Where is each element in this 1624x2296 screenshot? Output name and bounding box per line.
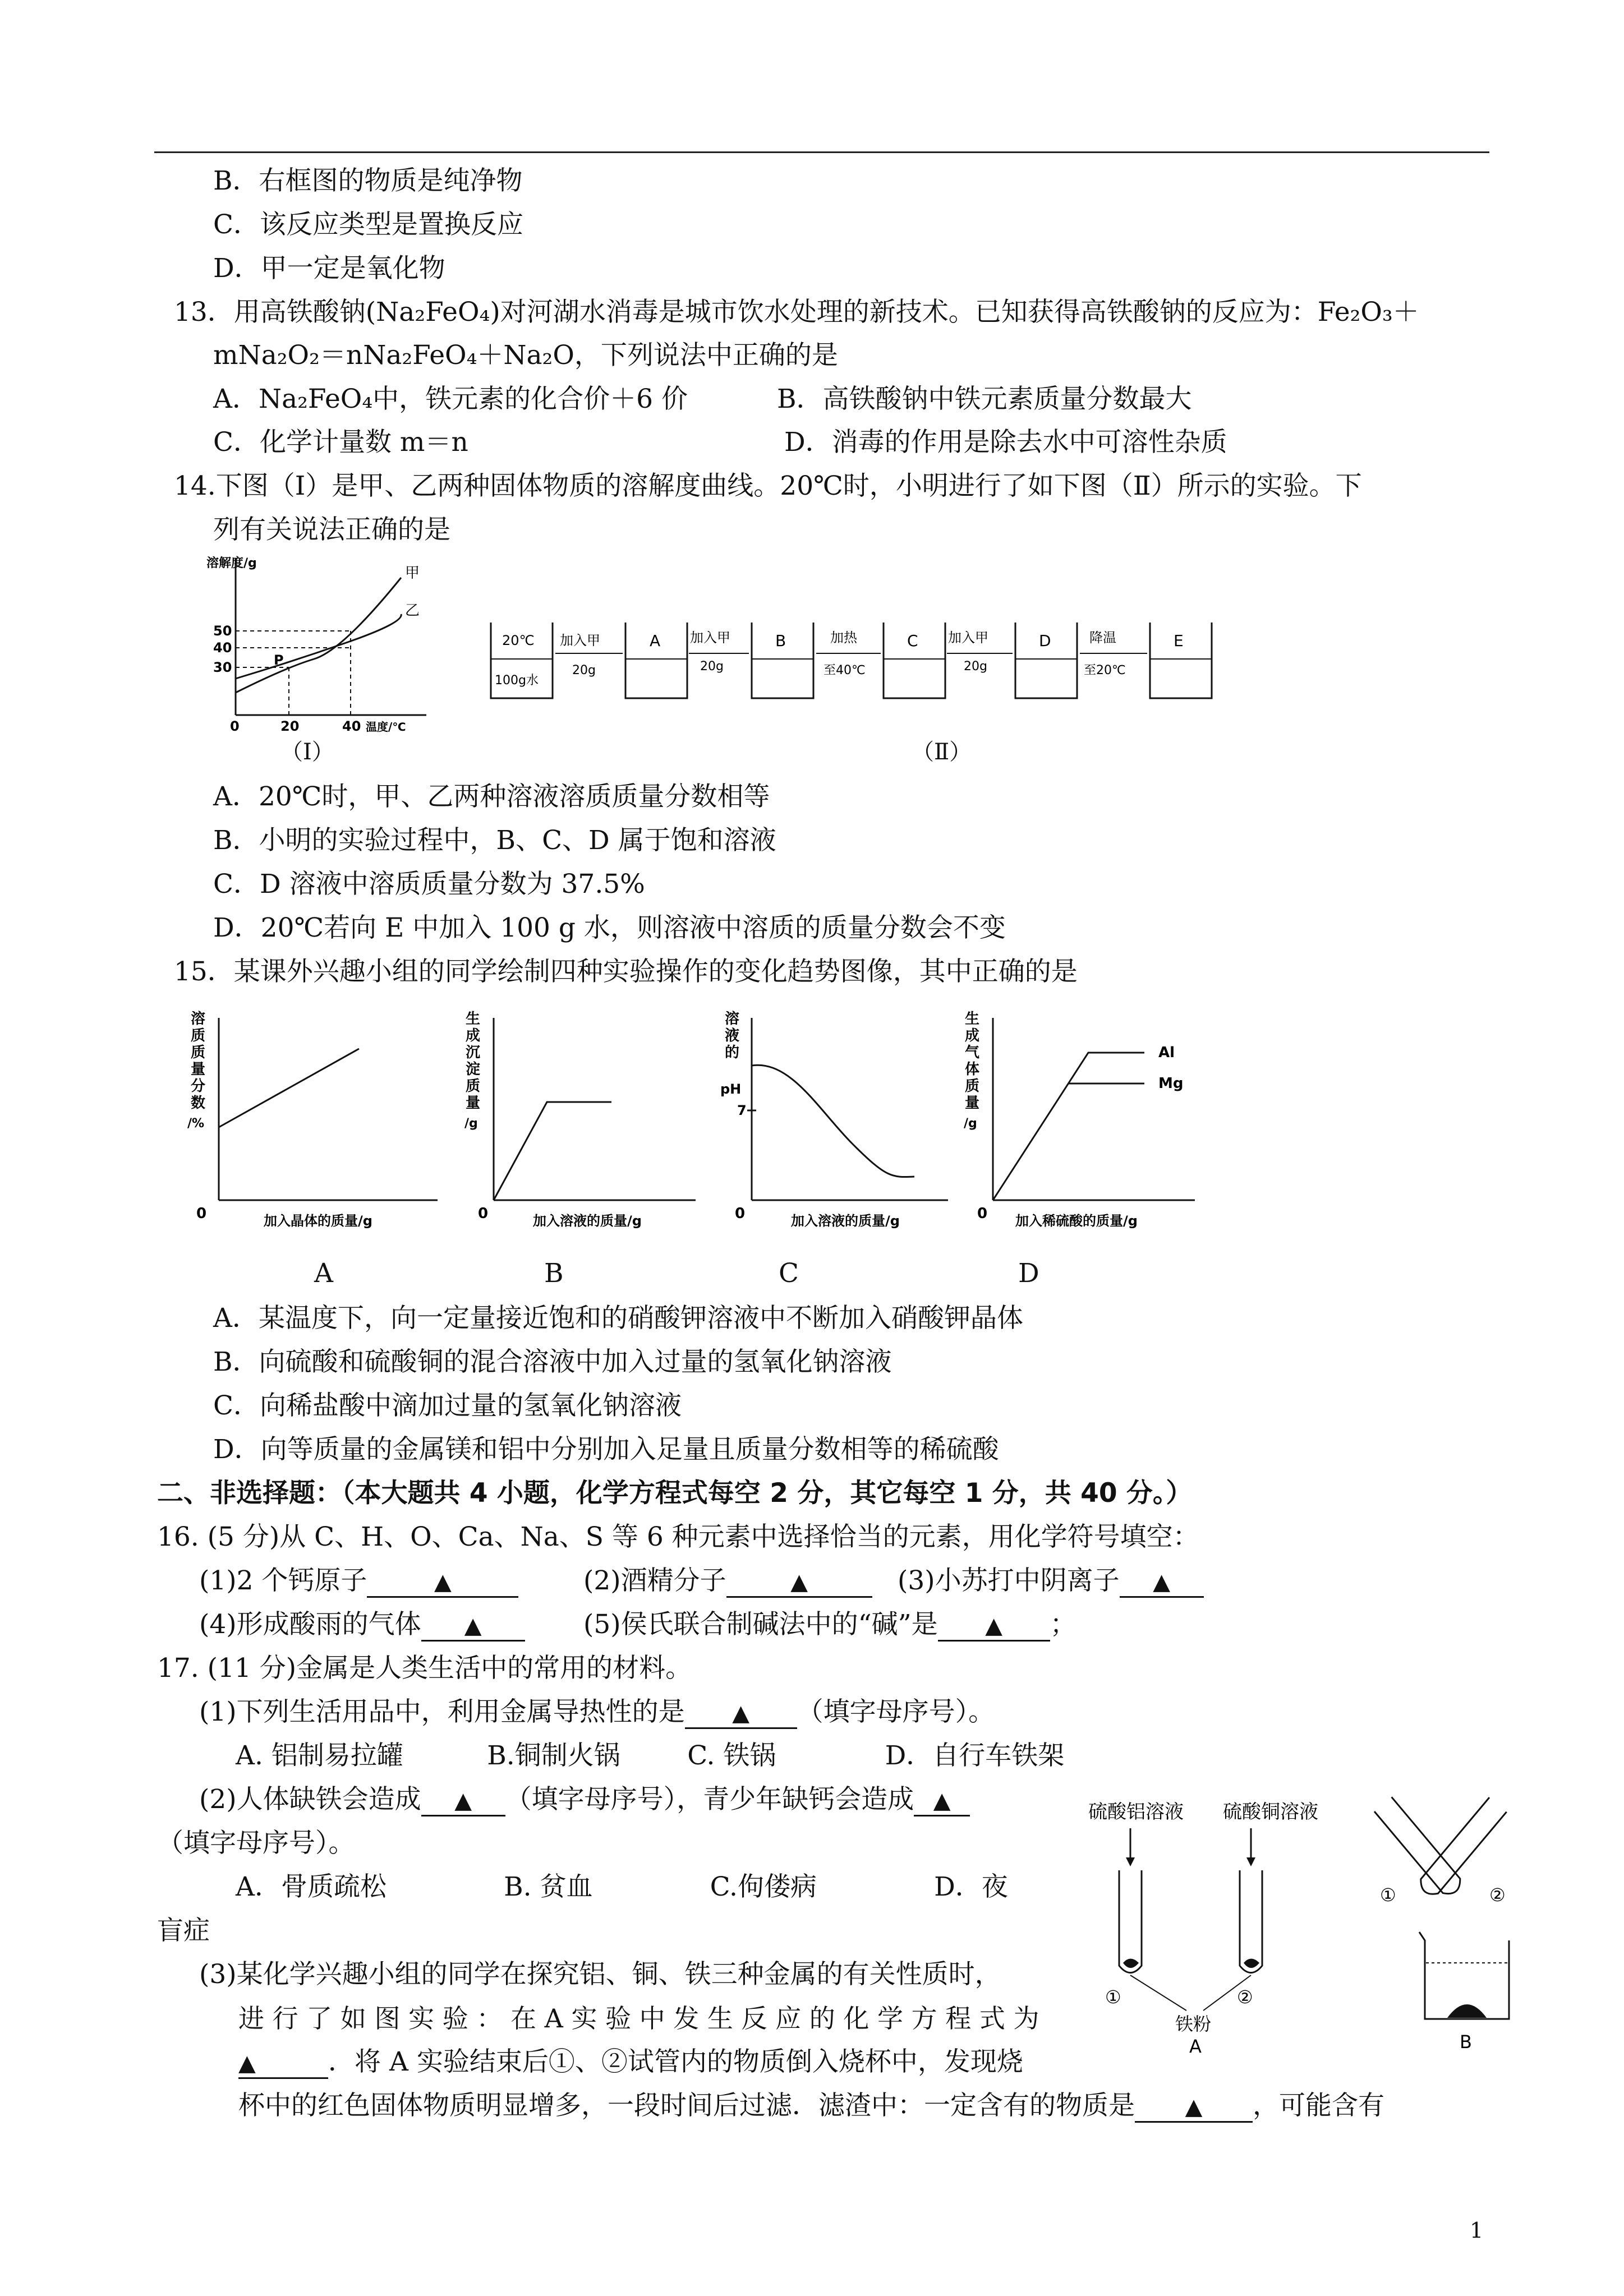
graph-c-ylabel-2: 液 bbox=[725, 1027, 740, 1044]
tube-a-number-1: ① bbox=[1105, 1986, 1121, 2008]
step5-condition: 至20℃ bbox=[1084, 663, 1126, 677]
x-tick-20: 20 bbox=[280, 718, 300, 734]
q17-blank-1[interactable]: ▲ bbox=[685, 1698, 797, 1729]
figure-a-label: A bbox=[1189, 2036, 1202, 2057]
q17-part2-options-wrap: 盲症 bbox=[157, 1915, 210, 1946]
q17-part2-options: A．骨质疏松 B. 贫血 C.佝偻病 D．夜 bbox=[236, 1871, 1008, 1902]
graph-a bbox=[180, 1009, 460, 1234]
q17-part1: (1)下列生活用品中，利用金属导热性的是 ▲ （填字母序号）。 bbox=[199, 1695, 995, 1730]
y-tick-50: 50 bbox=[213, 623, 232, 639]
graph-c-origin: 0 bbox=[735, 1205, 746, 1222]
q14-option-b: B．小明的实验过程中，B、C、D 属于饱和溶液 bbox=[213, 825, 776, 856]
graph-c-tick7-label: 7 bbox=[737, 1103, 747, 1118]
pour-tube-2 bbox=[1416, 1797, 1507, 1899]
graph-c-ylabel-4: pH bbox=[720, 1081, 742, 1097]
graph-b-origin: 0 bbox=[478, 1205, 489, 1222]
x-tick-0: 0 bbox=[230, 718, 240, 734]
graph-d-ylabel-7: /g bbox=[964, 1117, 977, 1131]
graph-b-ylabel-4: 淀 bbox=[466, 1061, 481, 1078]
step3-condition: 至40℃ bbox=[823, 663, 866, 677]
graph-d-ylabel-2: 成 bbox=[965, 1027, 980, 1044]
graph-b-ylabel-6: 量 bbox=[466, 1095, 481, 1112]
experiment-flow-figure bbox=[488, 611, 1240, 723]
q15-option-d: D．向等质量的金属镁和铝中分别加入足量且质量分数相等的稀硫酸 bbox=[213, 1434, 999, 1465]
tube-b-number-1: ① bbox=[1380, 1884, 1396, 1906]
q13-option-c: C．化学计量数 m＝n bbox=[213, 427, 468, 458]
q17-blank-2[interactable]: ▲ bbox=[421, 1786, 505, 1816]
q12-option-d: D．甲一定是氧化物 bbox=[213, 253, 445, 284]
q16-item-1: (1)2 个钙原子 ▲ bbox=[199, 1564, 518, 1598]
q13-option-d: D．消毒的作用是除去水中可溶性杂质 bbox=[784, 427, 1227, 458]
q16-item-5: (5)侯氏联合制碱法中的“碱”是 ▲ ； bbox=[583, 1607, 1076, 1642]
q14-option-d: D．20℃若向 E 中加入 100 g 水，则溶液中溶质的质量分数会不变 bbox=[213, 912, 1006, 943]
label-aluminum-sulfate: 硫酸铝溶液 bbox=[1088, 1801, 1184, 1823]
q17-part3-line2: 进 行 了 如 图 实 验 ： 在 A 实 验 中 发 生 反 应 的 化 学 方 程 式 为 bbox=[238, 2003, 1039, 2034]
y-tick-30: 30 bbox=[213, 660, 232, 675]
test-tube-1 bbox=[1119, 1870, 1142, 1973]
q14-stem-line2: 列有关说法正确的是 bbox=[213, 514, 450, 545]
graph-b-ylabel-3: 沉 bbox=[466, 1044, 481, 1061]
y-axis-label: 溶解度/g bbox=[206, 556, 257, 570]
beaker-start-temp: 20℃ bbox=[502, 633, 535, 648]
graph-a-ylabel-3: 质 bbox=[191, 1044, 206, 1061]
graph-d-label-al: Al bbox=[1158, 1044, 1175, 1061]
beaker-c-label: C bbox=[907, 631, 918, 650]
q13-stem-line2: mNa₂O₂＝nNa₂FeO₄＋Na₂O，下列说法中正确的是 bbox=[213, 340, 838, 371]
step3-action: 加热 bbox=[830, 630, 857, 646]
q17-blank-3[interactable]: ▲ bbox=[914, 1786, 970, 1816]
y-tick-40: 40 bbox=[213, 640, 232, 656]
q17-part3-line1: (3)某化学兴趣小组的同学在探究铝、铜、铁三种金属的有关性质时， bbox=[199, 1959, 1001, 1990]
graph-b-ylabel-7: /g bbox=[464, 1117, 478, 1131]
graph-d-caption: D bbox=[1018, 1258, 1039, 1289]
q17-stem: 17. (11 分)金属是人类生活中的常用的材料。 bbox=[157, 1653, 692, 1684]
q16-blank-5[interactable]: ▲ bbox=[938, 1611, 1050, 1642]
q15-option-a: A．某温度下，向一定量接近饱和的硝酸钾溶液中不断加入硝酸钾晶体 bbox=[213, 1303, 1023, 1334]
intersection-point-label: P bbox=[274, 652, 284, 668]
graph-d-ylabel-6: 量 bbox=[965, 1095, 980, 1112]
q13-option-b: B．高铁酸钠中铁元素质量分数最大 bbox=[777, 384, 1192, 414]
page-number: 1 bbox=[1470, 2218, 1484, 2243]
q17-part1-options: A. 铝制易拉罐 B.铜制火锅 C. 铁锅 D．自行车铁架 bbox=[236, 1740, 1065, 1771]
q14-option-a: A．20℃时，甲、乙两种溶液溶质质量分数相等 bbox=[213, 781, 770, 812]
graph-c bbox=[712, 1009, 970, 1234]
graph-d-ylabel-3: 气 bbox=[965, 1044, 980, 1061]
graph-b-ylabel-1: 生 bbox=[466, 1011, 481, 1027]
label-iron-powder: 铁粉 bbox=[1175, 2013, 1212, 2035]
beaker-b-residue bbox=[1447, 2004, 1487, 2018]
curve-yi-label: 乙 bbox=[405, 602, 420, 619]
q15-option-c: C．向稀盐酸中滴加过量的氢氧化钠溶液 bbox=[213, 1390, 682, 1421]
pointer-1 bbox=[1130, 1975, 1186, 2011]
graph-b-xlabel: 加入溶液的质量/g bbox=[533, 1213, 642, 1229]
beaker-d-label: D bbox=[1039, 631, 1051, 650]
graph-a-ylabel-6: 数 bbox=[191, 1095, 206, 1112]
graph-b bbox=[449, 1009, 718, 1234]
arrow-copper-head bbox=[1246, 1857, 1255, 1866]
curve-jia bbox=[236, 578, 401, 693]
figure-b-label: B bbox=[1460, 2031, 1472, 2053]
graph-d-xlabel: 加入稀硫酸的质量/g bbox=[1015, 1213, 1138, 1229]
curve-yi bbox=[236, 614, 401, 679]
step4-amount: 20g bbox=[964, 660, 987, 674]
label-copper-sulfate: 硫酸铜溶液 bbox=[1223, 1801, 1318, 1823]
beaker-start-water: 100g水 bbox=[495, 674, 539, 688]
q16-item-4: (4)形成酸雨的气体 ▲ bbox=[199, 1607, 525, 1642]
step2-amount: 20g bbox=[700, 660, 724, 674]
step1-action: 加入甲 bbox=[560, 633, 600, 648]
apparatus-figure bbox=[1083, 1795, 1531, 2075]
graph-b-ylabel-2: 成 bbox=[466, 1027, 481, 1044]
tube-b-number-2: ② bbox=[1489, 1884, 1506, 1906]
step1-amount: 20g bbox=[572, 663, 596, 677]
beaker-b-label: B bbox=[775, 631, 786, 650]
q13-option-a: A．Na₂FeO₄中，铁元素的化合价＋6 价 bbox=[213, 384, 688, 414]
q17-part2-suffix: （填字母序号）。 bbox=[157, 1828, 355, 1859]
q14-stem-line1: 14.下图（Ⅰ）是甲、乙两种固体物质的溶解度曲线。20℃时，小明进行了如下图（Ⅱ）所示的实验。下 bbox=[174, 471, 1362, 501]
figure1-caption: （Ⅰ） bbox=[280, 739, 334, 765]
graph-d-ylabel-5: 质 bbox=[965, 1078, 980, 1095]
graph-a-ylabel-4: 量 bbox=[191, 1061, 206, 1078]
graph-d-label-mg: Mg bbox=[1158, 1075, 1184, 1092]
q16-item-2: (2)酒精分子 ▲ bbox=[583, 1564, 872, 1598]
beaker-e-label: E bbox=[1174, 631, 1184, 650]
graph-b-line bbox=[494, 1102, 611, 1200]
q16-stem: 16. (5 分)从 C、H、O、Ca、Na、S 等 6 种元素中选择恰当的元素，用化学符号填空： bbox=[157, 1522, 1199, 1552]
q16-blank-2[interactable]: ▲ bbox=[726, 1567, 872, 1598]
pour-tube-1 bbox=[1374, 1797, 1465, 1898]
graph-d bbox=[948, 1009, 1240, 1234]
graph-b-caption: B bbox=[544, 1258, 564, 1289]
q15-option-b: B．向硫酸和硫酸铜的混合溶液中加入过量的氢氧化钠溶液 bbox=[213, 1347, 892, 1377]
graph-c-xlabel: 加入溶液的质量/g bbox=[791, 1213, 900, 1229]
arrow-aluminum-head bbox=[1126, 1857, 1135, 1866]
header-rule bbox=[154, 151, 1489, 153]
q14-option-c: C．D 溶液中溶质质量分数为 37.5% bbox=[213, 869, 645, 900]
graph-a-caption: A bbox=[314, 1258, 333, 1289]
figure2-caption: （Ⅱ） bbox=[912, 739, 972, 765]
graph-a-line bbox=[219, 1049, 359, 1127]
q17-blank-4[interactable]: ▲ bbox=[238, 2048, 328, 2079]
test-tube-2 bbox=[1240, 1870, 1262, 1973]
q16-item-3: (3)小苏打中阴离子 ▲ bbox=[898, 1564, 1204, 1598]
q17-part2: (2)人体缺铁会造成 ▲ （填字母序号），青少年缺钙会造成 ▲ bbox=[199, 1782, 970, 1817]
q16-blank-1[interactable]: ▲ bbox=[367, 1567, 518, 1598]
graph-c-curve bbox=[752, 1065, 914, 1177]
graph-a-origin: 0 bbox=[196, 1205, 207, 1222]
section-2-heading: 二、非选择题：（本大题共 4 小题，化学方程式每空 2 分，其它每空 1 分，共 40 分。） bbox=[157, 1478, 1193, 1509]
q16-blank-4[interactable]: ▲ bbox=[421, 1611, 525, 1642]
beaker-a-label: A bbox=[650, 631, 661, 650]
x-tick-40: 40 bbox=[342, 718, 361, 734]
graph-b-ylabel-5: 质 bbox=[466, 1078, 481, 1095]
q12-option-c: C．该反应类型是置换反应 bbox=[213, 209, 523, 240]
q17-part3-line3: ▲ ．将 A 实验结束后①、②试管内的物质倒入烧杯中，发现烧 bbox=[238, 2045, 1023, 2080]
iron-powder-1 bbox=[1123, 1959, 1139, 1968]
x-axis-label: 温度/℃ bbox=[366, 720, 406, 734]
solubility-curve-figure bbox=[202, 552, 449, 743]
q17-part3-line4: 杯中的红色固体物质明显增多，一段时间后过滤．滤渣中：一定含有的物质是 ▲ ，可能含有 bbox=[238, 2088, 1384, 2123]
step4-action: 加入甲 bbox=[948, 630, 988, 646]
curve-jia-label: 甲 bbox=[405, 565, 420, 582]
tube-a-number-2: ② bbox=[1237, 1986, 1253, 2008]
graph-a-ylabel-2: 质 bbox=[191, 1027, 206, 1044]
graph-d-ylabel-1: 生 bbox=[965, 1011, 980, 1027]
graph-a-ylabel-5: 分 bbox=[191, 1078, 206, 1095]
graph-d-ylabel-4: 体 bbox=[965, 1061, 980, 1078]
q13-stem-line1: 13．用高铁酸钠(Na₂FeO₄)对河湖水消毒是城市饮水处理的新技术。已知获得高铁酸钠的反应为：Fe₂O₃＋ bbox=[174, 297, 1419, 328]
q15-stem: 15．某课外兴趣小组的同学绘制四种实验操作的变化趋势图像，其中正确的是 bbox=[174, 956, 1078, 987]
graph-a-xlabel: 加入晶体的质量/g bbox=[264, 1213, 372, 1229]
graph-d-origin: 0 bbox=[977, 1205, 988, 1222]
graph-d-line-al bbox=[993, 1053, 1144, 1200]
graph-c-ylabel-3: 的 bbox=[725, 1044, 740, 1061]
q16-blank-3[interactable]: ▲ bbox=[1120, 1567, 1204, 1598]
q17-blank-5[interactable]: ▲ bbox=[1135, 2092, 1253, 2123]
step5-action: 降温 bbox=[1089, 630, 1116, 646]
step2-action: 加入甲 bbox=[690, 630, 730, 646]
graph-c-caption: C bbox=[779, 1258, 799, 1289]
iron-powder-2 bbox=[1244, 1959, 1259, 1968]
q12-option-b: B．右框图的物质是纯净物 bbox=[213, 165, 523, 196]
graph-c-ylabel-1: 溶 bbox=[725, 1011, 740, 1027]
graph-a-ylabel-1: 溶 bbox=[191, 1011, 206, 1027]
graph-a-ylabel-7: /% bbox=[187, 1117, 205, 1131]
